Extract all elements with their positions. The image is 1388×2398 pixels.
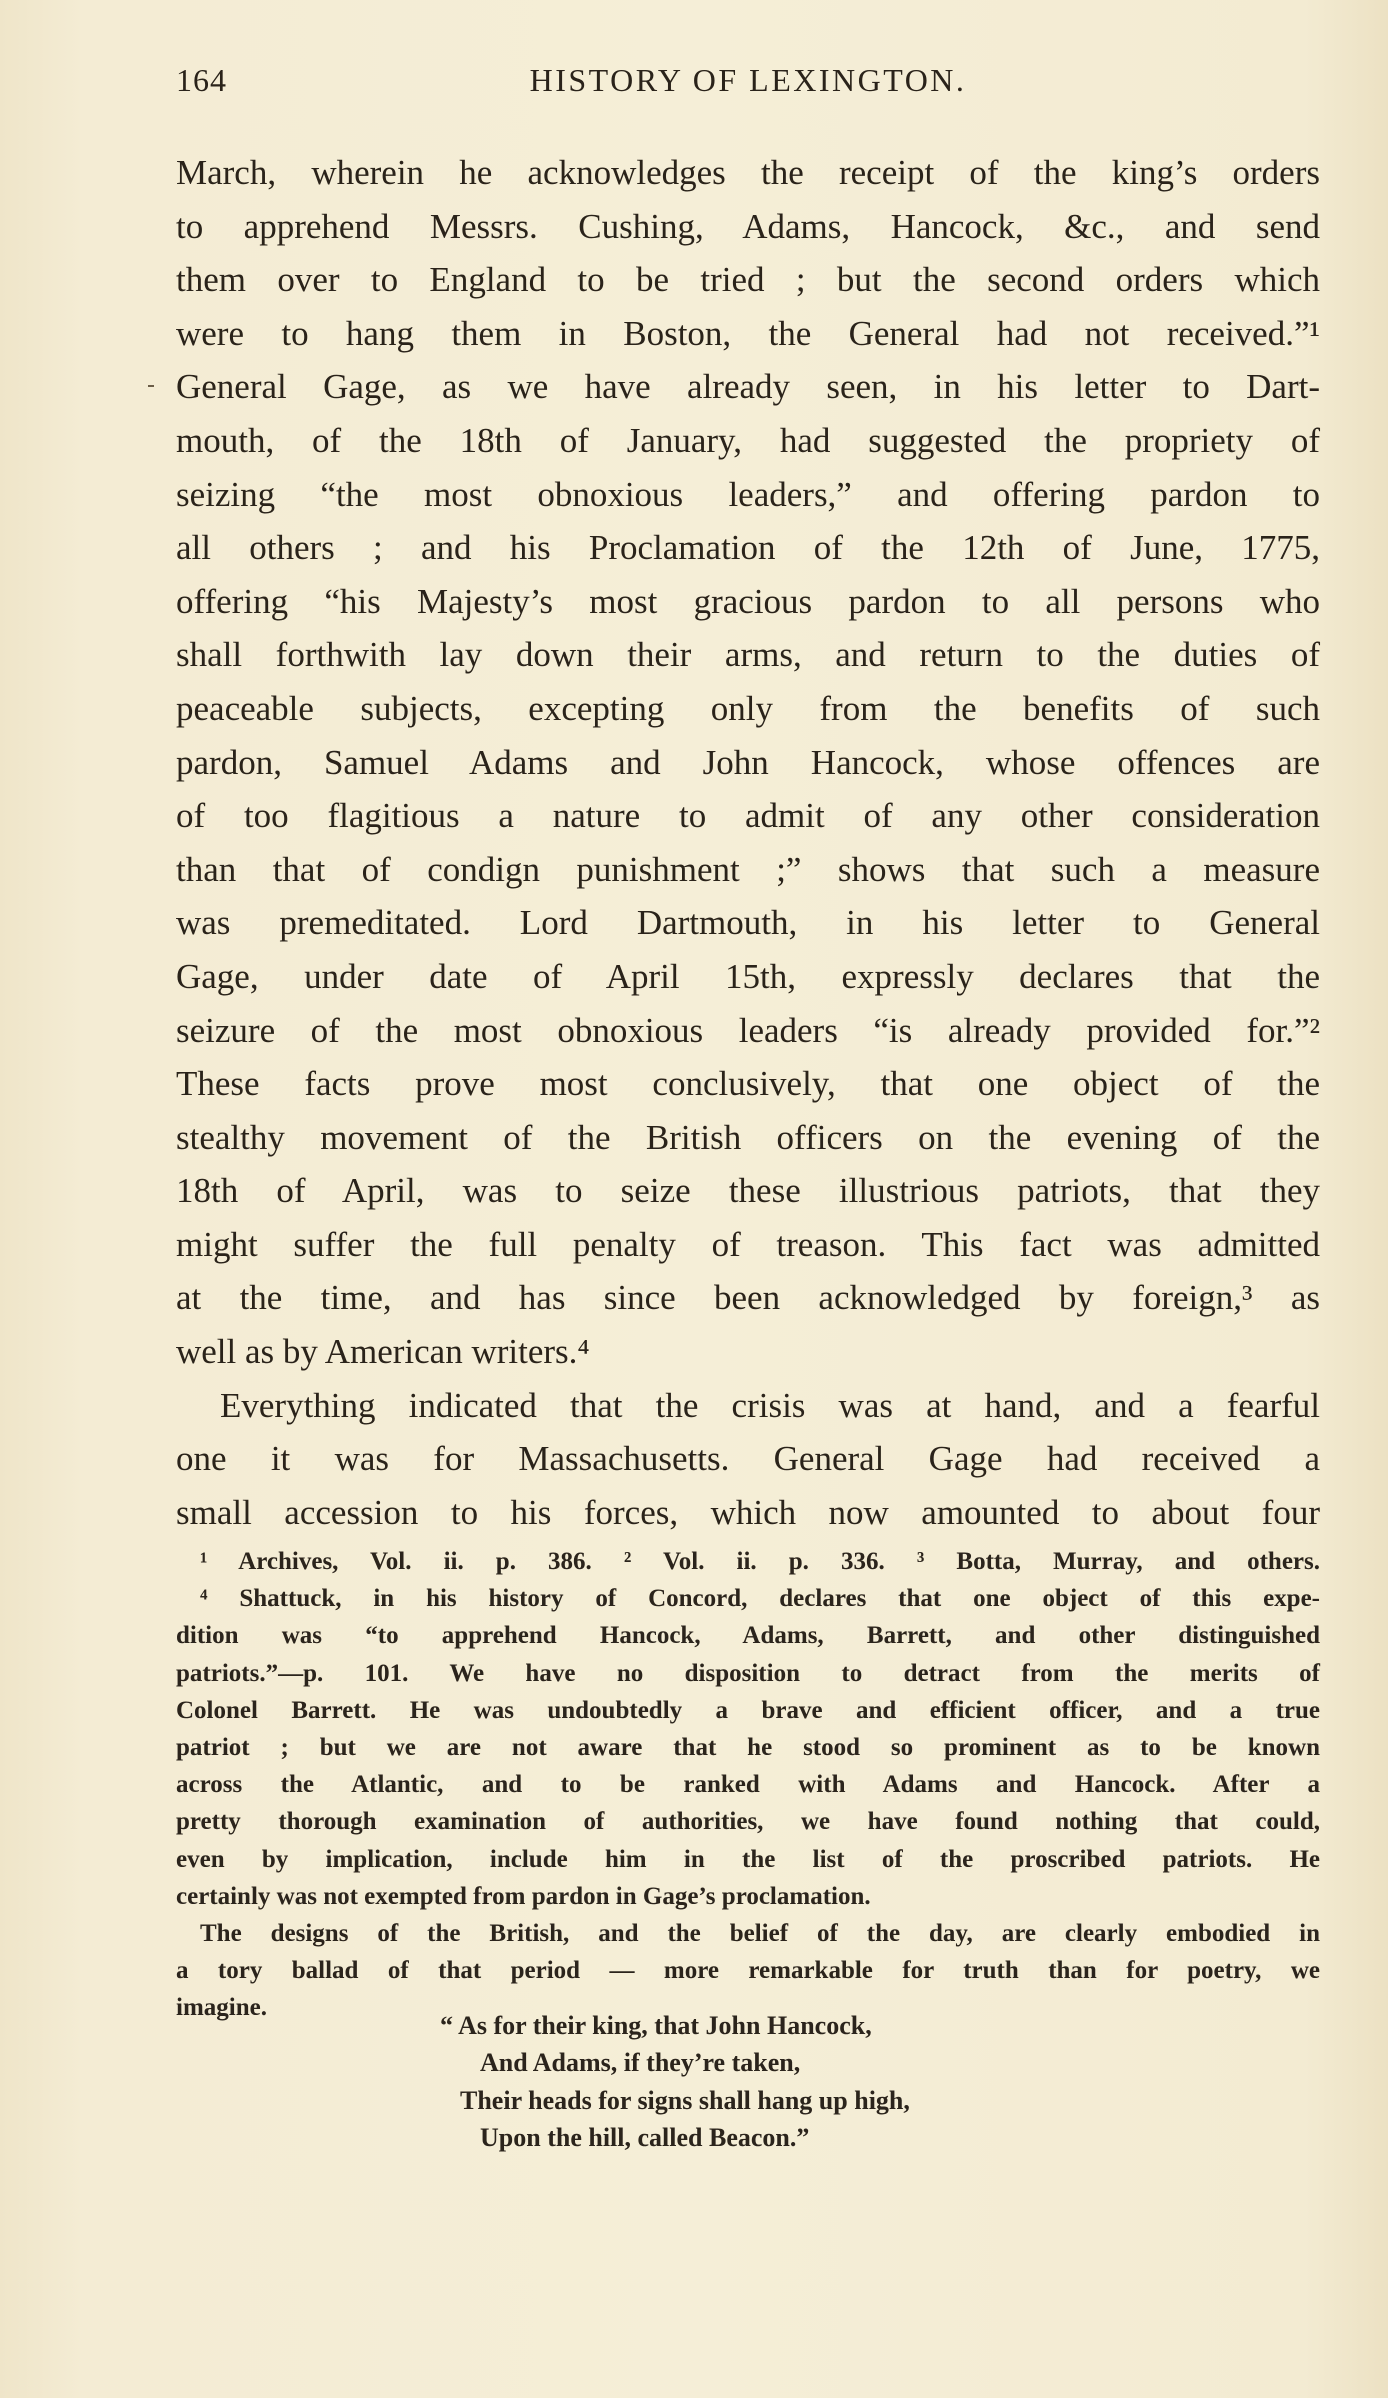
text-line: mouth, of the 18th of January, had suggested the propriety of: [176, 420, 1320, 460]
footnote-line: even by implication, include him in the list of the proscribed patriots. He: [176, 1845, 1320, 1873]
text-line: might suffer the full penalty of treason. This fact was admitted: [176, 1224, 1320, 1264]
poem-line: Upon the hill, called Beacon.”: [480, 2123, 810, 2153]
text-line: than that of condign punishment ;” shows that such a measure: [176, 849, 1320, 889]
footnote-line: imagine.: [176, 1994, 267, 2022]
text-line: peaceable subjects, excepting only from the benefits of such: [176, 688, 1320, 728]
text-line: General Gage, as we have already seen, in his letter to Dart-: [176, 367, 1320, 407]
text-line: pardon, Samuel Adams and John Hancock, whose offences are: [176, 742, 1320, 782]
text-line: March, wherein he acknowledges the receipt of the king’s orders: [176, 153, 1320, 192]
text-line: well as by American writers.⁴: [176, 1332, 590, 1372]
text-line: them over to England to be tried ; but the second orders which: [176, 260, 1320, 300]
text-line: stealthy movement of the British officers on the evening of the: [176, 1117, 1320, 1157]
footnote-line: pretty thorough examination of authorities, we have found nothing that could,: [176, 1808, 1320, 1836]
poem-line: And Adams, if they’re taken,: [480, 2048, 801, 2078]
footnote-line: certainly was not exempted from pardon in Gage’s proclamation.: [176, 1882, 871, 1910]
ballad-quote: [440, 2007, 1140, 2157]
footnote-line: across the Atlantic, and to be ranked with Adams and Hancock. After a: [176, 1771, 1320, 1799]
poem-line: “ As for their king, that John Hancock,: [440, 2011, 872, 2040]
text-line: of too flagitious a nature to admit of any other consideration: [176, 796, 1320, 836]
text-line: seizing “the most obnoxious leaders,” and offering pardon to: [176, 474, 1320, 514]
footnote-line: dition was “to apprehend Hancock, Adams, Barrett, and other distinguished: [176, 1622, 1320, 1650]
footnotes: [176, 1543, 1320, 2026]
page-number: 164: [176, 62, 227, 98]
footnote-line: ⁴ Shattuck, in his history of Concord, declares that one object of this expe-: [200, 1585, 1320, 1613]
main-text: [176, 146, 1320, 1539]
text-line: 18th of April, was to seize these illustrious patriots, that they: [176, 1171, 1320, 1211]
text-line: These facts prove most conclusively, that one object of the: [176, 1064, 1320, 1104]
text-line: all others ; and his Proclamation of the 12th of June, 1775,: [176, 528, 1320, 568]
text-line: one it was for Massachusetts. General Gage had received a: [176, 1439, 1320, 1479]
footnote-line: patriot ; but we are not aware that he stood so prominent as to be known: [176, 1733, 1320, 1761]
text-line: was premeditated. Lord Dartmouth, in his letter to General: [176, 903, 1320, 943]
text-line: Gage, under date of April 15th, expressly declares that the: [176, 956, 1320, 996]
text-line: shall forthwith lay down their arms, and return to the duties of: [176, 635, 1320, 675]
footnote-line: patriots.”—p. 101. We have no disposition to detract from the merits of: [176, 1659, 1320, 1687]
text-line: at the time, and has since been acknowledged by foreign,³ as: [176, 1278, 1320, 1318]
running-title: HISTORY OF LEXINGTON.: [529, 62, 967, 98]
poem-line: Their heads for signs shall hang up high,: [460, 2085, 910, 2115]
text-line: were to hang them in Boston, the General had not received.”¹: [176, 313, 1320, 353]
footnote-line: a tory ballad of that period — more remarkable for truth than for poetry, we: [176, 1957, 1320, 1985]
text-line: offering “his Majesty’s most gracious pardon to all persons who: [176, 581, 1320, 621]
text-line: to apprehend Messrs. Cushing, Adams, Hancock, &c., and send: [176, 206, 1320, 246]
margin-mark: [148, 385, 154, 387]
text-line: Everything indicated that the crisis was at hand, and a fearful: [220, 1385, 1320, 1425]
footnote-line: ¹ Archives, Vol. ii. p. 386. ² Vol. ii. p. 336. ³ Botta, Murray, and others.: [200, 1548, 1320, 1575]
footnote-line: The designs of the British, and the belief of the day, are clearly embodied in: [200, 1919, 1320, 1947]
running-head: [176, 62, 1320, 112]
footnote-line: Colonel Barrett. He was undoubtedly a brave and efficient officer, and a true: [176, 1696, 1320, 1724]
text-line: seizure of the most obnoxious leaders “is already provided for.”²: [176, 1010, 1320, 1050]
text-line: small accession to his forces, which now amounted to about four: [176, 1492, 1320, 1532]
